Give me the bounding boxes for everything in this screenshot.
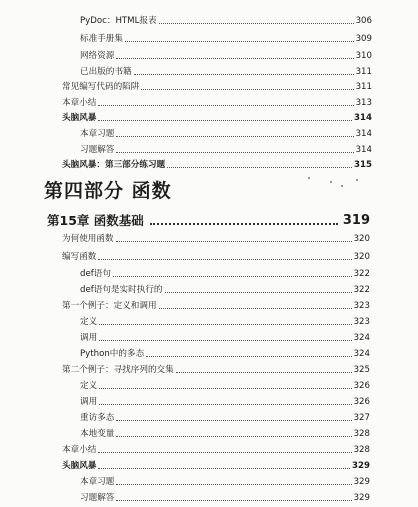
leader-dots — [116, 420, 351, 421]
toc-entry-page: 315 — [354, 160, 372, 170]
toc-entry-page: 306 — [355, 16, 372, 26]
toc-entry-exercises[interactable] — [80, 128, 372, 140]
toc-entry-title: 已出版的书籍 — [80, 67, 132, 77]
leader-dots — [141, 89, 353, 90]
toc-entry-title: 标准手册集 — [80, 34, 123, 44]
leader-dots — [165, 292, 352, 293]
toc-entry-title: 头脑风暴 — [62, 113, 97, 123]
toc-entry-brainstorm[interactable] — [62, 112, 372, 124]
toc-entry-manuals[interactable] — [80, 33, 372, 45]
toc-entry-title: 头脑风暴 — [62, 461, 97, 471]
toc-entry-def-statement[interactable] — [80, 268, 370, 280]
toc-entry-page: 311 — [355, 67, 372, 77]
toc-entry-title: Python中的多态 — [80, 349, 145, 359]
leader-dots — [116, 58, 353, 59]
toc-entry-page: 324 — [353, 333, 370, 343]
toc-entry-definition[interactable] — [80, 316, 370, 328]
toc-entry-web[interactable] — [80, 50, 372, 62]
toc-entry-coding-functions[interactable] — [62, 251, 370, 263]
toc-entry-chapter-summary[interactable] — [62, 444, 370, 456]
toc-entry-answers-2[interactable] — [80, 492, 370, 504]
toc-entry-title: 本章习题 — [80, 129, 115, 139]
toc-entry-page: 328 — [353, 445, 370, 455]
toc-entry-title: 本章小结 — [62, 445, 97, 455]
toc-entry-page: 314 — [355, 129, 372, 139]
leader-dots — [98, 120, 352, 121]
toc-entry-polymorphism[interactable] — [80, 348, 370, 360]
leader-dots — [125, 41, 354, 42]
toc-entry-page: 329 — [353, 477, 370, 487]
toc-entry-title: 习题解答 — [80, 493, 115, 503]
toc-entry-title: def语句是实时执行的 — [80, 285, 163, 295]
toc-entry-title: 常见编写代码的陷阱 — [62, 82, 140, 92]
toc-entry-page: 329 — [352, 461, 370, 471]
toc-entry-brainstorm-2[interactable] — [62, 460, 370, 472]
leader-dots — [113, 276, 352, 277]
leader-dots — [98, 468, 350, 469]
leader-dots — [150, 223, 338, 225]
toc-entry-page: 326 — [353, 397, 370, 407]
toc-entry-title: 编写函数 — [62, 252, 97, 262]
toc-entry-title: 本地变量 — [80, 429, 115, 439]
toc-entry-page: 314 — [354, 113, 372, 123]
leader-dots — [99, 388, 351, 389]
leader-dots — [176, 372, 352, 373]
toc-entry-title: 调用 — [80, 397, 98, 407]
toc-entry-first-example[interactable] — [62, 300, 370, 312]
toc-entry-title: 头脑风暴：第三部分练习题 — [62, 160, 166, 170]
toc-entry-second-example[interactable] — [62, 364, 370, 376]
toc-entry-page: 309 — [355, 34, 372, 44]
toc-entry-calls-2[interactable] — [80, 396, 370, 408]
toc-entry-page: 322 — [353, 285, 370, 295]
toc-entry-title: 网络资源 — [80, 51, 115, 61]
toc-entry-title: def语句 — [80, 269, 111, 279]
scan-speck — [308, 177, 310, 179]
scan-speck — [356, 179, 358, 181]
leader-dots — [116, 484, 351, 485]
leader-dots — [116, 241, 352, 242]
toc-entry-title: 为何使用函数 — [62, 234, 114, 244]
toc-entry-page: 323 — [353, 301, 370, 311]
leader-dots — [116, 436, 351, 437]
leader-dots — [116, 500, 351, 501]
toc-entry-page: 323 — [353, 317, 370, 327]
toc-entry-books[interactable] — [80, 66, 372, 78]
toc-entry-title: 重访多态 — [80, 413, 115, 423]
toc-entry-title: 本章习题 — [80, 477, 115, 487]
toc-entry-page: 322 — [353, 269, 370, 279]
leader-dots — [99, 340, 351, 341]
toc-entry-calls[interactable] — [80, 332, 370, 344]
toc-entry-page: 320 — [353, 252, 370, 262]
toc-entry-pitfalls[interactable] — [62, 81, 372, 93]
toc-entry-page: 313 — [355, 98, 372, 108]
toc-entry-title: 第二个例子：寻找序列的交集 — [62, 365, 174, 375]
toc-entry-title: 调用 — [80, 333, 98, 343]
leader-dots — [98, 105, 353, 106]
toc-entry-page: 328 — [353, 429, 370, 439]
leader-dots — [98, 452, 351, 453]
toc-entry-page: 324 — [353, 349, 370, 359]
toc-entry-exercises-2[interactable] — [80, 476, 370, 488]
leader-dots — [159, 308, 352, 309]
toc-entry-title: PyDoc：HTML报表 — [80, 16, 157, 26]
leader-dots — [159, 23, 354, 24]
scan-speck — [341, 185, 343, 187]
toc-entry-local-variables[interactable] — [80, 428, 370, 440]
toc-entry-title: 定义 — [80, 317, 98, 327]
toc-entry-title: 习题解答 — [80, 145, 115, 155]
toc-entry-title: 定义 — [80, 381, 98, 391]
toc-entry-page: 326 — [353, 381, 370, 391]
toc-entry-summary[interactable] — [62, 97, 372, 109]
leader-dots — [134, 74, 354, 75]
toc-entry-page: 329 — [353, 493, 370, 503]
leader-dots — [116, 152, 353, 153]
toc-entry-why-functions[interactable] — [62, 233, 370, 245]
toc-entry-page: 310 — [355, 51, 372, 61]
toc-entry-polymorphism-revisited[interactable] — [80, 412, 370, 424]
toc-entry-page: 327 — [353, 413, 370, 423]
chapter-title: 第15章 函数基础 — [47, 213, 144, 228]
toc-entry-page: 314 — [355, 145, 372, 155]
toc-entry-pydoc[interactable] — [80, 15, 372, 27]
chapter-15-heading[interactable] — [47, 213, 370, 229]
leader-dots — [146, 356, 351, 357]
toc-entry-part3-exercises[interactable] — [62, 159, 372, 171]
scan-speck — [330, 181, 332, 183]
toc-entry-title: 第一个例子：定义和调用 — [62, 301, 157, 311]
toc-entry-page: 311 — [355, 82, 372, 92]
chapter-page: 319 — [342, 213, 370, 228]
leader-dots — [99, 324, 351, 325]
leader-dots — [116, 136, 353, 137]
leader-dots — [98, 259, 351, 260]
toc-entry-definition-2[interactable] — [80, 380, 370, 392]
toc-entry-def-runtime[interactable] — [80, 284, 370, 296]
leader-dots — [99, 404, 351, 405]
toc-entry-answers[interactable] — [80, 144, 372, 156]
toc-entry-page: 320 — [353, 234, 370, 244]
toc-entry-page: 325 — [353, 365, 370, 375]
part-title: 第四部分 函数 — [44, 180, 172, 202]
leader-dots — [167, 167, 352, 168]
toc-entry-title: 本章小结 — [62, 98, 97, 108]
